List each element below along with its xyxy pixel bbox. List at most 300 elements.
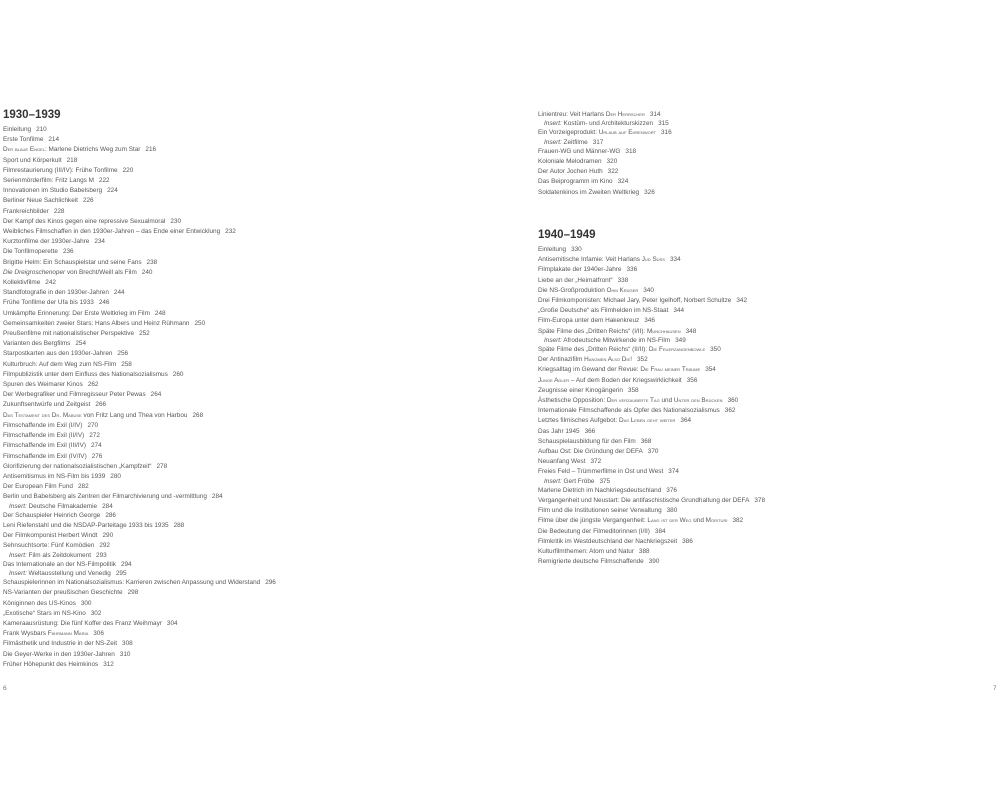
toc-entry-page-number: 244: [113, 289, 125, 297]
toc-entry-page-number: 344: [673, 307, 685, 315]
toc-entry: [3, 380, 513, 390]
toc-entry-title-part: Insert:: [9, 569, 27, 577]
toc-entry-title-part: Umkämpfte Erinnerung: Der Erste Weltkrieg im Film: [3, 309, 150, 317]
toc-entry: [538, 296, 998, 306]
toc-entry-title-part: Der Autor Jochen Huth: [538, 168, 603, 176]
toc-entry-title-part: Insert:: [544, 138, 562, 146]
toc-entry: [3, 258, 513, 268]
toc-entry-title-part: Schauspielausbildung für den Film: [538, 437, 636, 445]
toc-entry-title-part: Zeitfilme: [561, 138, 588, 146]
toc-entry-page-number: 352: [636, 356, 648, 364]
toc-entry-title-part: Filmpublizistik unter dem Einfluss des Nationalsozialismus: [3, 370, 168, 378]
toc-entry: [3, 227, 513, 237]
toc-entry-list: [538, 110, 998, 198]
toc-entry: [3, 349, 513, 359]
toc-entry-title-part: Frauen-WG und Männer-WG: [538, 147, 621, 155]
toc-entry-title-part: Einleitung: [3, 126, 32, 133]
toc-entry-title-part: Die Geyer-Werke in den 1930er-Jahren: [3, 650, 115, 658]
toc-entry-page-number: 290: [102, 532, 114, 540]
toc-entry: [538, 447, 998, 457]
toc-entry-title-part: Filmschaffende im Exil (II/IV): [3, 432, 85, 440]
toc-entry: [3, 411, 513, 421]
toc-entry-page-number: 364: [680, 417, 692, 425]
toc-entry-title-part: Früher Höhepunkt des Heimkinos: [3, 660, 99, 668]
toc-entry-list: [538, 245, 998, 568]
toc-entry-title-part: Einleitung: [538, 246, 567, 253]
toc-entry: [3, 166, 513, 176]
toc-entry: [538, 396, 998, 406]
toc-entry: [538, 376, 998, 386]
toc-entry-title-part: Morituri: [705, 517, 728, 525]
toc-entry-title-part: : Marlene Dietrichs Weg zum Star: [45, 146, 141, 154]
toc-entry-title-part: Filme über die jüngste Vergangenheit:: [538, 517, 648, 525]
toc-entry-title-part: Der blaue Engel: [3, 146, 45, 154]
toc-entry-title-part: Film und die Institutionen seiner Verwaltung: [538, 507, 662, 515]
toc-insert-entry: [3, 552, 513, 560]
toc-entry: [3, 452, 513, 462]
toc-entry-page-number: 356: [686, 376, 698, 384]
toc-entry-page-number: 354: [705, 366, 716, 374]
toc-entry: [538, 286, 998, 296]
toc-entry-title-part: Kurztonfilme der 1930er-Jahre: [3, 238, 90, 246]
toc-entry: [3, 390, 513, 400]
toc-entry-title-part: Filmschaffende im Exil (III/IV): [3, 442, 86, 450]
toc-entry-page-number: 256: [117, 350, 129, 358]
toc-entry-title-part: Vergangenheit und Neustart: Die antifaschistische Grundhaltung der DEFA: [538, 497, 750, 505]
toc-entry-page-number: 312: [103, 660, 114, 668]
toc-entry-page-number: 349: [675, 336, 686, 344]
toc-entry-page-number: 284: [211, 493, 223, 501]
toc-insert-entry: [538, 478, 998, 486]
toc-entry-page-number: 276: [91, 452, 103, 460]
toc-entry-title-part: Der Werbegrafiker und Filmregisseur Peter Pewas: [3, 391, 146, 399]
toc-entry-title-part: Sehnsuchtsorte: Fünf Komödien: [3, 542, 95, 550]
toc-entry-page-number: 296: [265, 579, 276, 587]
toc-entry-title-part: Glorifizierung der nationalsozialistischen „Kampfzeit“: [3, 462, 152, 470]
toc-entry-title-part: Der Kampf des Kinos gegen eine repressive Sexualmoral: [3, 217, 166, 225]
toc-entry-title-part: Die Frau meiner Träume: [640, 366, 701, 374]
toc-entry-title-part: Das Leben geht weiter: [619, 417, 676, 425]
toc-entry-title-part: Junge Adler: [538, 376, 570, 384]
toc-entry-title-part: Brigitte Helm: Ein Schauspielstar und seine Fans: [3, 258, 142, 266]
toc-entry-title-part: Koloniale Melodramen: [538, 158, 602, 166]
toc-entry: [538, 276, 998, 286]
toc-entry: [3, 288, 513, 298]
toc-entry-page-number: 242: [45, 279, 56, 287]
toc-entry-title-part: Preußenfilme mit nationalistischer Perspektive: [3, 330, 135, 338]
toc-entry-title-part: Marlene Dietrich im Nachkriegsdeutschland: [538, 486, 662, 494]
toc-entry-page-number: 320: [606, 158, 618, 166]
toc-entry-page-number: 258: [121, 360, 132, 368]
toc-entry-title-part: Aufbau Ost: Die Gründung der DEFA: [538, 448, 643, 456]
toc-entry: [538, 188, 998, 198]
toc-entry-title-part: Spuren des Weimarer Kinos: [3, 381, 83, 389]
toc-entry: [3, 186, 513, 196]
toc-entry-title-part: Erste Tonfilme: [3, 136, 44, 144]
toc-entry: [538, 467, 998, 477]
toc-entry-title-part: Insert:: [544, 477, 562, 485]
toc-entry-title-part: Das Internationale an der NS-Filmpolitik: [3, 560, 116, 568]
toc-entry-title-part: Letztes filmisches Aufgebot:: [538, 417, 619, 425]
toc-insert-entry: [3, 570, 513, 578]
toc-entry: [538, 547, 998, 557]
toc-entry-page-number: 342: [736, 297, 748, 305]
toc-entry-page-number: 226: [82, 197, 94, 205]
toc-entry: [3, 609, 513, 619]
toc-entry-page-number: 360: [727, 397, 739, 405]
toc-entry-page-number: 388: [638, 548, 650, 556]
toc-entry-page-number: 340: [643, 286, 654, 294]
toc-entry-title-part: Insert:: [544, 336, 562, 344]
toc-entry-title-part: Kulturfilmthemen: Atom und Natur: [538, 548, 634, 556]
toc-entry-page-number: 302: [90, 609, 102, 617]
toc-entry: [3, 329, 513, 339]
toc-entry: [538, 516, 998, 526]
toc-entry-page-number: 292: [99, 542, 110, 550]
toc-entry: [3, 125, 513, 135]
toc-entry-page-number: 286: [105, 511, 116, 519]
toc-entry: [3, 217, 513, 227]
toc-entry-page-number: 378: [754, 497, 766, 505]
toc-entry-page-number: 348: [685, 327, 697, 335]
toc-entry: [3, 319, 513, 329]
toc-entry-page-number: 308: [122, 640, 133, 648]
toc-entry: [3, 156, 513, 166]
toc-entry-page-number: 386: [682, 537, 693, 545]
toc-entry-title-part: Filmschaffende im Exil (I/IV): [3, 421, 83, 429]
toc-entry: [538, 245, 998, 255]
toc-entry-title-part: Die Bedeutung der Filmeditorinnen (I/II): [538, 527, 650, 535]
toc-entry-page-number: 248: [154, 309, 166, 317]
toc-entry: [3, 660, 513, 670]
toc-entry-page-number: 220: [122, 166, 134, 174]
toc-entry-page-number: 295: [115, 569, 127, 577]
toc-entry: [538, 157, 998, 167]
toc-entry-page-number: 230: [170, 217, 182, 225]
toc-entry-title-part: Ohm Krüger: [606, 286, 639, 294]
toc-entry-page-number: 294: [120, 560, 132, 568]
toc-entry: [538, 128, 998, 138]
toc-entry: [538, 345, 998, 355]
toc-insert-entry: [538, 120, 998, 128]
toc-entry-page-number: 306: [93, 630, 104, 638]
toc-entry: [538, 167, 998, 177]
toc-entry: [538, 437, 998, 447]
toc-entry: [538, 255, 998, 265]
toc-entry-title-part: Antisemitismus im NS-Film bis 1939: [3, 472, 106, 480]
toc-entry-title-part: Der Antinazifilm: [538, 356, 585, 364]
toc-entry: [3, 588, 513, 598]
toc-entry-page-number: 240: [141, 268, 153, 276]
toc-entry-title-part: Unter den Brücken: [673, 397, 723, 405]
toc-entry-page-number: 304: [166, 619, 178, 627]
toc-entry-page-number: 216: [145, 146, 157, 154]
toc-entry-page-number: 232: [225, 228, 236, 236]
toc-entry-page-number: 288: [173, 521, 185, 529]
toc-entry-title-part: Fährmann Maria: [47, 630, 89, 638]
toc-entry-title-part: Schauspielerinnen im Nationalsozialismus: Karrieren zwischen Anpassung und Widerstand: [3, 579, 261, 587]
toc-entry-title-part: Kulturbruch: Auf dem Weg zum NS-Film: [3, 360, 117, 368]
toc-entry-page-number: 264: [150, 391, 162, 399]
toc-entry-page-number: 214: [48, 136, 60, 144]
toc-entry-title-part: Internationale Filmschaffende als Opfer des Nationalsozialismus: [538, 407, 720, 415]
toc-entry-page-number: 384: [654, 527, 666, 535]
toc-entry-title-part: „Große Deutsche“ als Filmhelden im NS-Staat: [538, 307, 669, 315]
toc-entry-page-number: 278: [156, 462, 168, 470]
toc-entry-title-part: Leni Riefenstahl und die NSDAP-Parteitage 1933 bis 1935: [3, 521, 169, 529]
toc-entry-page-number: 262: [87, 381, 99, 389]
toc-entry: [3, 629, 513, 639]
toc-entry-title-part: Ein Vorzeigeprodukt:: [538, 129, 599, 137]
toc-entry: [538, 486, 998, 496]
toc-entry-page-number: 250: [194, 319, 206, 327]
toc-entry-title-part: Film-Europa unter dem Hakenkreuz: [538, 317, 640, 325]
toc-entry: [3, 268, 513, 278]
toc-entry-title-part: Weltausstellung und Venedig: [26, 569, 111, 577]
toc-entry-page-number: 222: [98, 177, 110, 185]
toc-entry-page-number: 350: [710, 346, 721, 354]
toc-entry: [3, 278, 513, 288]
toc-entry-title-part: Filmkritik im Westdeutschland der Nachkriegszeit: [538, 537, 678, 545]
toc-entry: [3, 511, 513, 521]
toc-entry: [3, 360, 513, 370]
toc-entry-title-part: Film als Zeitdokument: [26, 551, 92, 559]
toc-entry-title-part: Die NS-Großproduktion: [538, 286, 607, 294]
toc-entry-page-number: 310: [119, 650, 131, 658]
toc-entry-page-number: 346: [644, 317, 655, 325]
toc-entry: [538, 406, 998, 416]
toc-entry: [3, 298, 513, 308]
toc-entry: [3, 339, 513, 349]
toc-entry-title-part: Zukunftsentwürfe und Zeitgeist: [3, 401, 91, 409]
toc-entry-title-part: Gert Fröbe: [561, 477, 595, 485]
toc-entry-page-number: 362: [724, 407, 736, 415]
toc-entry-title-part: Insert:: [9, 502, 27, 510]
toc-entry-page-number: 252: [139, 330, 150, 338]
toc-entry-title-part: Insert:: [544, 120, 562, 128]
toc-entry-title-part: Hangmen Also Die!: [584, 356, 632, 364]
toc-entry: [538, 110, 998, 120]
toc-entry-title-part: Der European Film Fund: [3, 483, 73, 491]
toc-entry-title-part: Deutsche Filmakademie: [26, 502, 98, 510]
toc-entry-page-number: 298: [127, 589, 139, 597]
toc-section-1940s: [538, 228, 998, 568]
toc-entry: [3, 421, 513, 431]
toc-entry-page-number: 370: [647, 448, 659, 456]
toc-entry-title-part: Frankreichbilder: [3, 207, 49, 215]
toc-entry-page-number: 218: [66, 156, 78, 164]
toc-section-1930s-continued: [538, 110, 998, 198]
toc-entry-page-number: 270: [87, 421, 99, 429]
toc-entry-title-part: Varianten des Bergfilms: [3, 340, 71, 348]
toc-entry-title-part: und: [659, 397, 674, 405]
toc-entry-page-number: 358: [627, 386, 639, 394]
toc-entry-title-part: Der verzauberte Tag: [606, 397, 660, 405]
toc-entry: [538, 506, 998, 516]
toc-section-1930s: [3, 108, 513, 670]
toc-insert-entry: [3, 503, 513, 511]
toc-entry-page-number: 254: [75, 340, 87, 348]
toc-entry-title-part: von Brecht/Weill als Film: [65, 268, 137, 276]
toc-entry: [538, 527, 998, 537]
toc-entry: [3, 492, 513, 502]
toc-entry: [3, 472, 513, 482]
toc-entry-title-part: Starpostkarten aus den 1930er-Jahren: [3, 350, 113, 358]
toc-entry-title-part: Späte Filme des „Dritten Reichs“ (II/II):: [538, 346, 649, 354]
toc-entry: [538, 265, 998, 275]
section-heading: 1930–1939: [3, 109, 61, 121]
toc-entry-page-number: 266: [95, 401, 107, 409]
toc-entry-page-number: 336: [626, 266, 638, 274]
toc-entry-title-part: von Fritz Lang und Thea von Harbou: [81, 411, 188, 419]
toc-entry-page-number: 374: [668, 468, 679, 476]
toc-entry: [538, 386, 998, 396]
toc-entry: [3, 309, 513, 319]
toc-entry-title-part: Frühe Tonfilme der Ufa bis 1933: [3, 299, 94, 307]
toc-entry: [3, 521, 513, 531]
toc-entry-title-part: Königinnen des US-Kinos: [3, 599, 76, 607]
toc-entry-page-number: 284: [102, 502, 113, 510]
toc-entry-page-number: 274: [90, 442, 102, 450]
toc-entry-title-part: Ästhetische Opposition:: [538, 397, 607, 405]
toc-entry: [538, 457, 998, 467]
toc-entry: [3, 599, 513, 609]
toc-entry: [3, 541, 513, 551]
toc-entry-page-number: 372: [590, 458, 602, 466]
toc-entry: [538, 177, 998, 187]
toc-entry-title-part: Filmschaffende im Exil (IV/IV): [3, 452, 87, 460]
toc-insert-entry: [538, 337, 998, 345]
toc-entry-title-part: Weibliches Filmschaffen in den 1930er-Jahren – das Ende einer Entwicklung: [3, 228, 221, 236]
page-number: 6: [3, 685, 7, 692]
toc-entry-title-part: Freies Feld – Trümmerfilme in Ost und West: [538, 468, 664, 476]
toc-insert-entry: [538, 139, 998, 147]
toc-entry-title-part: Berliner Neue Sachlichkeit: [3, 197, 78, 205]
toc-entry-list: [3, 125, 513, 670]
toc-entry-page-number: 317: [592, 138, 604, 146]
toc-entry-page-number: 314: [649, 111, 661, 118]
toc-entry: [538, 537, 998, 547]
toc-entry: [3, 145, 513, 155]
toc-entry-page-number: 376: [666, 486, 677, 494]
toc-entry-title-part: Berlin und Babelsberg als Zentren der Filmarchivierung und -vermittlung: [3, 493, 207, 501]
toc-entry-title-part: und: [691, 517, 706, 525]
toc-entry-page-number: 380: [666, 507, 678, 515]
toc-entry-title-part: „Exotische“ Stars im NS-Kino: [3, 609, 86, 617]
toc-entry: [3, 639, 513, 649]
toc-entry-page-number: 238: [146, 258, 158, 266]
toc-entry-page-number: 316: [661, 129, 672, 137]
toc-entry: [538, 557, 998, 567]
toc-entry-title-part: Der Herrscher: [605, 111, 645, 118]
toc-entry-title-part: Kriegsalltag im Gewand der Revue:: [538, 366, 641, 374]
toc-entry-page-number: 210: [36, 126, 47, 133]
toc-entry-title-part: Münchhausen: [647, 327, 681, 335]
toc-entry-page-number: 338: [617, 276, 629, 284]
toc-entry-page-number: 375: [599, 477, 611, 485]
toc-entry-title-part: Serienmörderfilm: Fritz Langs M: [3, 177, 94, 185]
toc-entry-title-part: Das Beiprogramm im Kino: [538, 178, 613, 186]
toc-entry-title-part: Antisemitische Infamie: Veit Harlans: [538, 256, 642, 264]
toc-entry-page-number: 282: [77, 483, 89, 491]
toc-entry: [3, 370, 513, 380]
toc-entry-title-part: Liebe an der „Heimatfront“: [538, 276, 613, 284]
toc-entry: [3, 619, 513, 629]
toc-entry: [3, 650, 513, 660]
toc-entry-title-part: Kameraausrüstung: Die fünf Koffer des Franz Weihmayr: [3, 619, 162, 627]
toc-entry: [538, 496, 998, 506]
toc-entry-page-number: 368: [640, 437, 652, 445]
toc-entry-title-part: Späte Filme des „Dritten Reichs“ (I/II):: [538, 327, 648, 335]
toc-entry-title-part: Der Schauspieler Heinrich George: [3, 511, 101, 519]
toc-entry-title-part: Kostüm- und Architekturskizzen: [561, 120, 654, 128]
toc-entry: [3, 482, 513, 492]
toc-entry-title-part: Remigrierte deutsche Filmschaffende: [538, 558, 644, 566]
toc-entry: [3, 578, 513, 588]
toc-entry-page-number: 236: [62, 248, 74, 256]
toc-entry: [538, 147, 998, 157]
toc-entry: [3, 237, 513, 247]
toc-entry-page-number: 366: [584, 427, 596, 435]
toc-entry-page-number: 228: [53, 207, 65, 215]
toc-entry: [3, 400, 513, 410]
toc-entry-page-number: 300: [80, 599, 92, 607]
page-number: 7: [993, 685, 997, 692]
toc-entry-page-number: 280: [110, 472, 121, 480]
toc-entry-title-part: Afrodeutsche Mitwirkende im NS-Film: [561, 336, 671, 344]
toc-entry-title-part: Sport und Körperkult: [3, 156, 62, 164]
toc-entry-title-part: Die Dreigroschenoper: [3, 268, 66, 276]
toc-entry: [538, 416, 998, 426]
toc-entry-title-part: Der Filmkomponist Herbert Windt: [3, 532, 98, 540]
toc-entry-title-part: Innovationen im Studio Babelsberg: [3, 187, 103, 195]
toc-entry-title-part: Gemeinsamkeiten zweier Stars: Hans Albers und Heinz Rühmann: [3, 319, 190, 327]
toc-entry-title-part: Lang ist der Weg: [647, 517, 692, 525]
toc-entry-page-number: 334: [669, 256, 681, 264]
toc-entry-page-number: 293: [96, 551, 107, 559]
toc-entry: [538, 306, 998, 316]
toc-entry: [3, 247, 513, 257]
toc-entry-page-number: 260: [172, 370, 184, 378]
section-heading: 1940–1949: [538, 229, 596, 241]
toc-entry-title-part: Frank Wysbars: [3, 630, 48, 638]
toc-entry-page-number: 318: [625, 147, 637, 155]
toc-entry-title-part: Filmrestaurierung (III/IV): Frühe Tonfilme: [3, 166, 118, 174]
toc-entry-page-number: 272: [89, 432, 100, 440]
toc-entry-title-part: NS-Varianten der preußischen Geschichte: [3, 589, 123, 597]
toc-entry-title-part: Filmästhetik und Industrie in der NS-Zeit: [3, 640, 118, 648]
toc-entry-title-part: Neuanfang West: [538, 458, 586, 466]
toc-entry-page-number: 246: [98, 299, 110, 307]
toc-entry-title-part: Das Testament des Dr. Mabuse: [3, 411, 82, 419]
toc-entry-title-part: Filmplakate der 1940er-Jahre: [538, 266, 622, 274]
toc-entry-title-part: Die Feuerzangenbowle: [648, 346, 706, 354]
toc-entry-title-part: Standfotografie in den 1930er-Jahren: [3, 289, 109, 297]
toc-entry: [538, 327, 998, 337]
toc-entry-title-part: Die Tonfilmoperette: [3, 248, 58, 256]
toc-entry: [3, 462, 513, 472]
toc-entry: [3, 560, 513, 570]
toc-entry: [3, 441, 513, 451]
toc-entry-title-part: Jud Süss: [641, 256, 665, 264]
toc-entry-title-part: Zeugnisse einer Kinogängerin: [538, 386, 623, 394]
toc-entry-page-number: 268: [192, 411, 204, 419]
toc-entry: [538, 355, 998, 365]
toc-entry-title-part: Drei Filmkomponisten: Michael Jary, Peter Igelhoff, Norbert Schultze: [538, 297, 732, 305]
toc-entry-page-number: 324: [617, 178, 629, 186]
toc-entry: [3, 135, 513, 145]
toc-entry: [538, 316, 998, 326]
